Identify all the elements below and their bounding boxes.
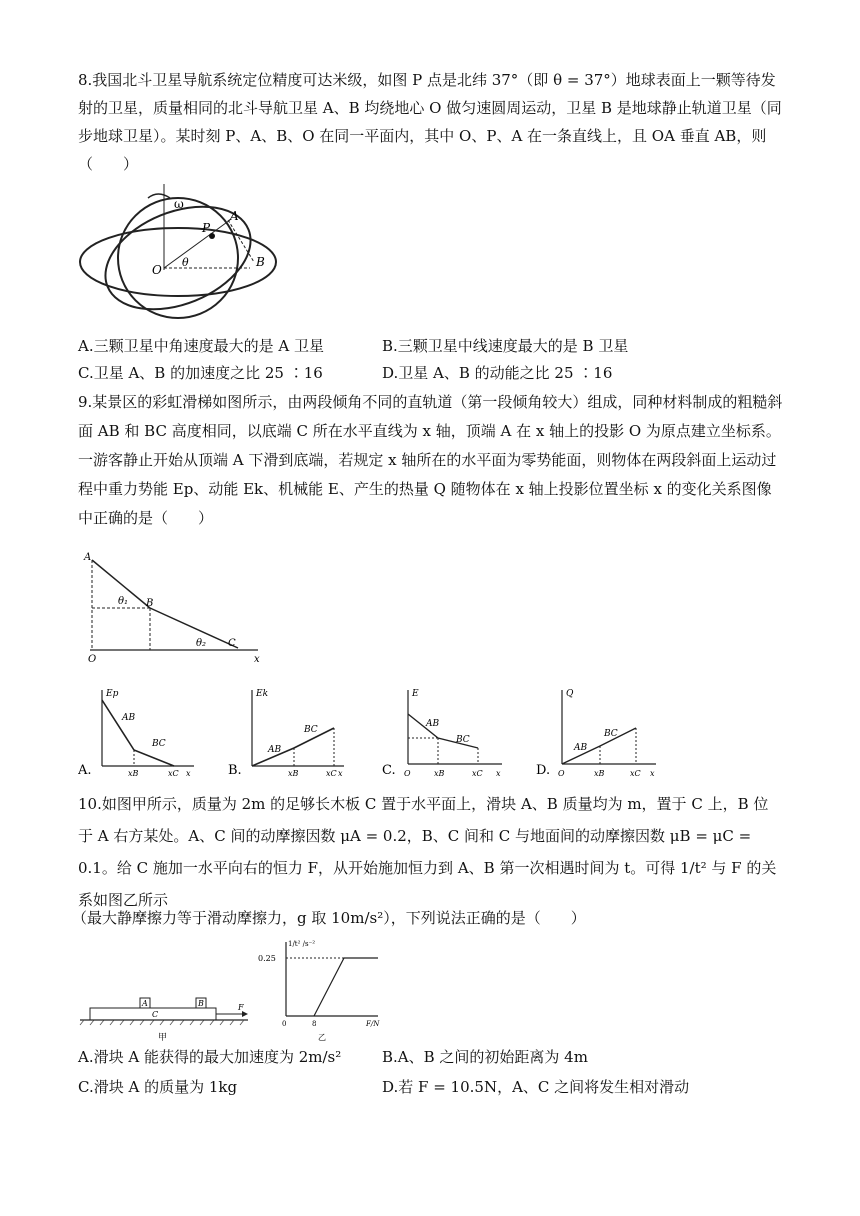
svg-text:A: A	[142, 999, 148, 1008]
q9-stem: 9.某景区的彩虹滑梯如图所示，由两段倾角不同的直轨道（第一段倾角较大）组成，同种材料制成的粗糙斜面 AB 和 BC 高度相同，以底端 C 所在水平直线为 x 轴，顶端 A 在 x 轴上的投影 O 为原点建立坐标系。一游客静止开始从顶端 A 下滑到底端，若规定 x 轴所在的水平面为零势能面，则物体在两段斜面上运动过程中重力势能 Ep、动能 Ek、机械能 E、产生的热量 Q 随物体在 x 轴上投影位置坐标 x 的变化关系图像中正确的是（ ）	[78, 393, 783, 527]
svg-text:F: F	[238, 1003, 244, 1012]
x-axis-label: F/N	[366, 1020, 380, 1028]
label-o: O	[88, 654, 97, 665]
segment-bc	[150, 608, 238, 648]
svg-text:xB: xB	[434, 769, 445, 778]
svg-text:AB: AB	[122, 713, 136, 723]
q8-option-b[interactable]: B.三颗卫星中线速度最大的是 B 卫星	[382, 337, 629, 355]
svg-text:x: x	[186, 769, 191, 778]
q9-graph-b[interactable]	[228, 686, 348, 782]
q10-option-c[interactable]: C.滑块 A 的质量为 1kg	[78, 1078, 238, 1096]
orbit-b	[80, 228, 276, 296]
omega-label: ω	[174, 197, 184, 211]
inverse-t2-vs-f-graph	[252, 938, 386, 1044]
q10-figure-yi	[252, 938, 386, 1048]
q9-graph-d[interactable]	[532, 686, 662, 782]
label-b: B	[146, 598, 154, 609]
label-theta1: θ₁	[118, 596, 129, 607]
svg-text:BC: BC	[304, 725, 318, 735]
q10-stem-cont: （最大静摩擦力等于滑动摩擦力，g 取 10m/s²），下列说法正确的是（ ）	[72, 909, 586, 927]
label-a: A	[84, 552, 92, 563]
q9-slide-figure	[78, 550, 268, 670]
q9-graph-a[interactable]	[78, 686, 198, 782]
svg-text:AB: AB	[426, 719, 440, 729]
y-axis-label: 1/t² /s⁻²	[288, 940, 316, 948]
svg-text:BC: BC	[152, 739, 166, 749]
q10-option-d[interactable]: D.若 F = 10.5N，A、C 之间将发生相对滑动	[382, 1078, 690, 1096]
svg-text:O: O	[404, 769, 411, 778]
q10-stem: 10.如图甲所示，质量为 2m 的足够长木板 C 置于水平面上，滑块 A、B 质量均为 m，置于 C 上，B 位于 A 右方某处。A、C 间的动摩擦因数 μA = 0.2，B、C 间和 C 与地面间的动摩擦因数 μB = μC = 0.1。给 C 施加一水平向右的恒力 F，从开始施加恒力到 A、B 第一次相遇时间为 t。可得 1/t² 与 F 的关系如图乙所示	[78, 795, 777, 909]
svg-text:x: x	[496, 769, 501, 778]
svg-text:xC: xC	[326, 769, 337, 778]
label-o: O	[152, 263, 162, 277]
svg-text:xC: xC	[630, 769, 641, 778]
option-letter: D.	[536, 763, 551, 778]
y-tick-label: 0.25	[258, 954, 276, 963]
svg-text:xB: xB	[128, 769, 139, 778]
label-p: P	[202, 221, 211, 235]
rotation-arrow-icon	[148, 194, 170, 198]
ek-curve	[252, 728, 334, 766]
label-c: C	[228, 638, 236, 649]
svg-text:AB: AB	[268, 745, 282, 755]
q9-graph-c[interactable]	[378, 686, 508, 782]
slide-diagram	[78, 550, 268, 666]
q10-figure-jia	[78, 980, 268, 1048]
svg-text:xB: xB	[594, 769, 605, 778]
label-x: x	[254, 654, 260, 665]
q8-stem: 8.我国北斗卫星导航系统定位精度可达米级，如图 P 点是北纬 37°（即 θ = 37°）地球表面上一颗等待发射的卫星，质量相同的北斗导航卫星 A、B 均绕地心 O 做匀速圆周运动，卫星 B 是地球静止轨道卫星（同步地球卫星）。某时刻 P、A、B、O 在同一平面内，其中 O、P、A 在一条直线上，且 OA 垂直 AB，则（ ）	[78, 71, 782, 173]
svg-text:xC: xC	[168, 769, 179, 778]
axis-label-q: Q	[566, 689, 574, 699]
label-theta: θ	[182, 256, 189, 269]
q8-figure	[78, 180, 278, 324]
axis-label-ek: Ek	[256, 689, 269, 699]
x-tick-label: 8	[312, 1020, 317, 1028]
caption-jia: 甲	[158, 1033, 168, 1043]
axis-label-ep: Ep	[106, 689, 119, 699]
axis-label-e: E	[412, 689, 419, 699]
svg-text:AB: AB	[574, 743, 588, 753]
board-diagram	[78, 980, 268, 1044]
satellite-orbit-diagram	[78, 180, 278, 320]
q8-option-a[interactable]: A.三颗卫星中角速度最大的是 A 卫星	[78, 337, 324, 355]
svg-text:BC: BC	[456, 735, 470, 745]
svg-text:x: x	[338, 769, 343, 778]
graph-line	[314, 958, 378, 1016]
option-letter: B.	[228, 763, 242, 778]
option-letter: A.	[78, 763, 92, 778]
svg-text:BC: BC	[604, 729, 618, 739]
label-a: A	[230, 209, 239, 223]
q8-option-c[interactable]: C.卫星 A、B 的加速度之比 25 ∶16	[78, 364, 323, 382]
caption-yi: 乙	[318, 1033, 326, 1042]
svg-text:C: C	[152, 1010, 159, 1019]
q10-option-a[interactable]: A.滑块 A 能获得的最大加速度为 2m/s²	[78, 1048, 342, 1066]
label-theta2: θ₂	[196, 638, 207, 649]
svg-text:x: x	[650, 769, 655, 778]
ep-curve	[102, 700, 174, 766]
svg-text:O: O	[558, 769, 565, 778]
q8-option-d[interactable]: D.卫星 A、B 的动能之比 25 ∶16	[382, 364, 613, 382]
label-b: B	[256, 255, 265, 269]
svg-text:B: B	[198, 999, 204, 1008]
svg-text:0: 0	[282, 1020, 287, 1028]
svg-text:xC: xC	[472, 769, 483, 778]
q10-option-b[interactable]: B.A、B 之间的初始距离为 4m	[382, 1048, 588, 1066]
ground-hatch	[80, 1020, 244, 1025]
svg-text:xB: xB	[288, 769, 299, 778]
option-letter: C.	[382, 763, 396, 778]
